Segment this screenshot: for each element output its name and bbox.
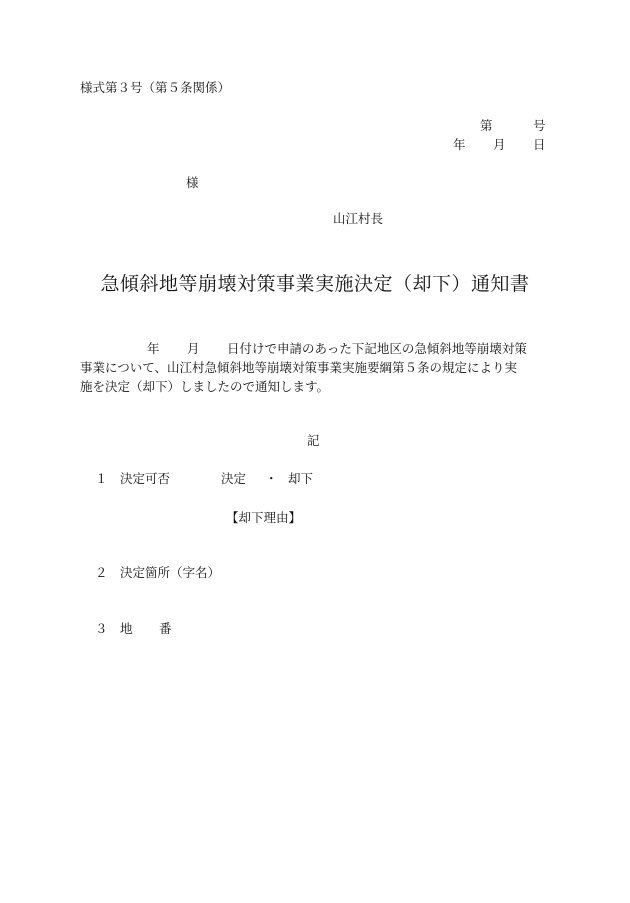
item1-number: １ (95, 471, 108, 486)
item3-label-a: 地 (120, 621, 133, 636)
body-year: 年 (147, 341, 160, 356)
date-day: 日 (533, 137, 546, 152)
ki-heading: 記 (307, 433, 320, 448)
reject-reason-label: 【却下理由】 (226, 510, 302, 525)
item1-separator: ・ (265, 471, 278, 486)
doc-number-dai: 第 (480, 118, 493, 133)
body-month: 月 (187, 341, 200, 356)
doc-number-go: 号 (533, 118, 546, 133)
form-label: 様式第３号（第５条関係） (80, 80, 231, 95)
item1-option-reject: 却下 (288, 471, 314, 486)
item1-option-decide: 決定 (221, 471, 247, 486)
item2-label: 決定箇所（字名） (120, 565, 221, 580)
date-year: 年 (453, 137, 466, 152)
recipient-suffix: 様 (186, 175, 199, 190)
document-title: 急傾斜地等崩壊対策事業実施決定（却下）通知書 (100, 273, 530, 295)
item1-label: 決定可否 (120, 471, 171, 486)
date-month: 月 (493, 137, 506, 152)
body-line1-rest: 日付けで申請のあった下記地区の急傾斜地等崩壊対策 (227, 341, 527, 356)
body-line3: 施を決定（却下）しましたので通知します。 (80, 379, 330, 394)
item2-number: ２ (95, 565, 108, 580)
item3-label-b: 番 (159, 621, 172, 636)
body-line2: 事業について、山江村急傾斜地等崩壊対策事業実施要綱第５条の規定により実 (80, 360, 518, 375)
item3-number: ３ (95, 621, 108, 636)
sender-name: 山江村長 (333, 211, 384, 226)
